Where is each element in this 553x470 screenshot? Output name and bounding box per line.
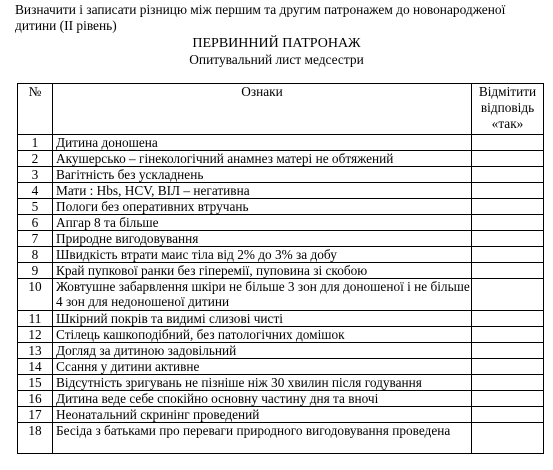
row-mark-cell[interactable] [472, 183, 544, 199]
table-row [18, 279, 544, 311]
table-row [18, 374, 544, 390]
table-row [18, 263, 544, 279]
row-mark-cell[interactable] [472, 247, 544, 263]
table-row [18, 326, 544, 342]
table-row [18, 247, 544, 263]
row-mark-cell[interactable] [472, 279, 544, 311]
row-mark-cell[interactable] [472, 167, 544, 183]
row-mark-cell[interactable] [472, 231, 544, 247]
row-sign-cell: Неонатальний скринінг проведений [53, 406, 472, 422]
table-row [18, 199, 544, 215]
table-header-row [18, 84, 544, 135]
row-number-cell: 15 [18, 374, 53, 390]
row-sign-cell: Край пупкової ранки без гіперемії, пуповина зі скобою [53, 263, 472, 279]
table-row [18, 390, 544, 406]
column-header-mark: Відмітити відповідь «так» [472, 84, 544, 135]
table-row [18, 310, 544, 326]
column-header-number: № [18, 84, 53, 135]
row-number-cell: 8 [18, 247, 53, 263]
row-mark-cell[interactable] [472, 422, 544, 454]
table-row [18, 215, 544, 231]
row-sign-cell: Природне вигодовування [53, 231, 472, 247]
row-sign-cell: Бесіда з батьками про переваги природного вигодовування проведена [53, 422, 472, 454]
row-mark-cell[interactable] [472, 358, 544, 374]
row-mark-cell[interactable] [472, 151, 544, 167]
row-number-cell: 14 [18, 358, 53, 374]
row-number-cell: 11 [18, 310, 53, 326]
table-row [18, 231, 544, 247]
table-row [18, 167, 544, 183]
row-number-cell: 6 [18, 215, 53, 231]
row-sign-cell: Догляд за дитиною задовільний [53, 342, 472, 358]
row-mark-cell[interactable] [472, 263, 544, 279]
row-sign-cell: Швидкість втрати маис тіла від 2% до 3% за добу [53, 247, 472, 263]
row-number-cell: 4 [18, 183, 53, 199]
row-mark-cell[interactable] [472, 406, 544, 422]
row-sign-cell: Стілець кашкоподібний, без патологічних домішок [53, 326, 472, 342]
table-row [18, 422, 544, 454]
row-sign-cell: Ссання у дитини активне [53, 358, 472, 374]
table-row [18, 135, 544, 151]
row-mark-cell[interactable] [472, 199, 544, 215]
document-subtitle: Опитувальний лист медсестри [189, 52, 364, 67]
row-sign-cell: Дитина доношена [53, 135, 472, 151]
row-number-cell: 7 [18, 231, 53, 247]
row-sign-cell: Жовтушне забарвлення шкіри не більше 3 зон для доношеної і не більше 4 зон для недоношеної дитини [53, 279, 472, 311]
row-sign-cell: Відсутність зригувань не пізніше ніж 30 хвилин після годування [53, 374, 472, 390]
row-number-cell: 10 [18, 279, 53, 311]
document-title: ПЕРВИННИЙ ПАТРОНАЖ [192, 36, 361, 51]
row-number-cell: 3 [18, 167, 53, 183]
column-header-signs: Ознаки [53, 84, 472, 135]
row-mark-cell[interactable] [472, 342, 544, 358]
row-mark-cell[interactable] [472, 310, 544, 326]
row-sign-cell: Пологи без оперативних втручань [53, 199, 472, 215]
row-number-cell: 5 [18, 199, 53, 215]
row-mark-cell[interactable] [472, 374, 544, 390]
row-mark-cell[interactable] [472, 326, 544, 342]
row-number-cell: 2 [18, 151, 53, 167]
table-row [18, 406, 544, 422]
row-number-cell: 13 [18, 342, 53, 358]
row-number-cell: 1 [18, 135, 53, 151]
row-number-cell: 9 [18, 263, 53, 279]
row-sign-cell: Вагітність без ускладнень [53, 167, 472, 183]
row-sign-cell: Апгар 8 та більше [53, 215, 472, 231]
row-sign-cell: Дитина веде себе спокійно основну частину дня та вночі [53, 390, 472, 406]
row-number-cell: 17 [18, 406, 53, 422]
row-number-cell: 12 [18, 326, 53, 342]
questionnaire-table [17, 83, 544, 454]
row-number-cell: 18 [18, 422, 53, 454]
row-sign-cell: Мати : Hbs, HCV, ВІЛ – негативна [53, 183, 472, 199]
row-sign-cell: Акушерсько – гінекологічний анамнез матері не обтяжений [53, 151, 472, 167]
row-number-cell: 16 [18, 390, 53, 406]
row-mark-cell[interactable] [472, 390, 544, 406]
table-row [18, 151, 544, 167]
row-sign-cell: Шкірний покрів та видимі слизові чисті [53, 310, 472, 326]
table-row [18, 342, 544, 358]
row-mark-cell[interactable] [472, 215, 544, 231]
table-row [18, 358, 544, 374]
row-mark-cell[interactable] [472, 135, 544, 151]
table-row [18, 183, 544, 199]
task-instruction: Визначити і записати різницю між першим та другим патронажем до новонародженої дитини (ІІ рівень) [15, 2, 506, 33]
